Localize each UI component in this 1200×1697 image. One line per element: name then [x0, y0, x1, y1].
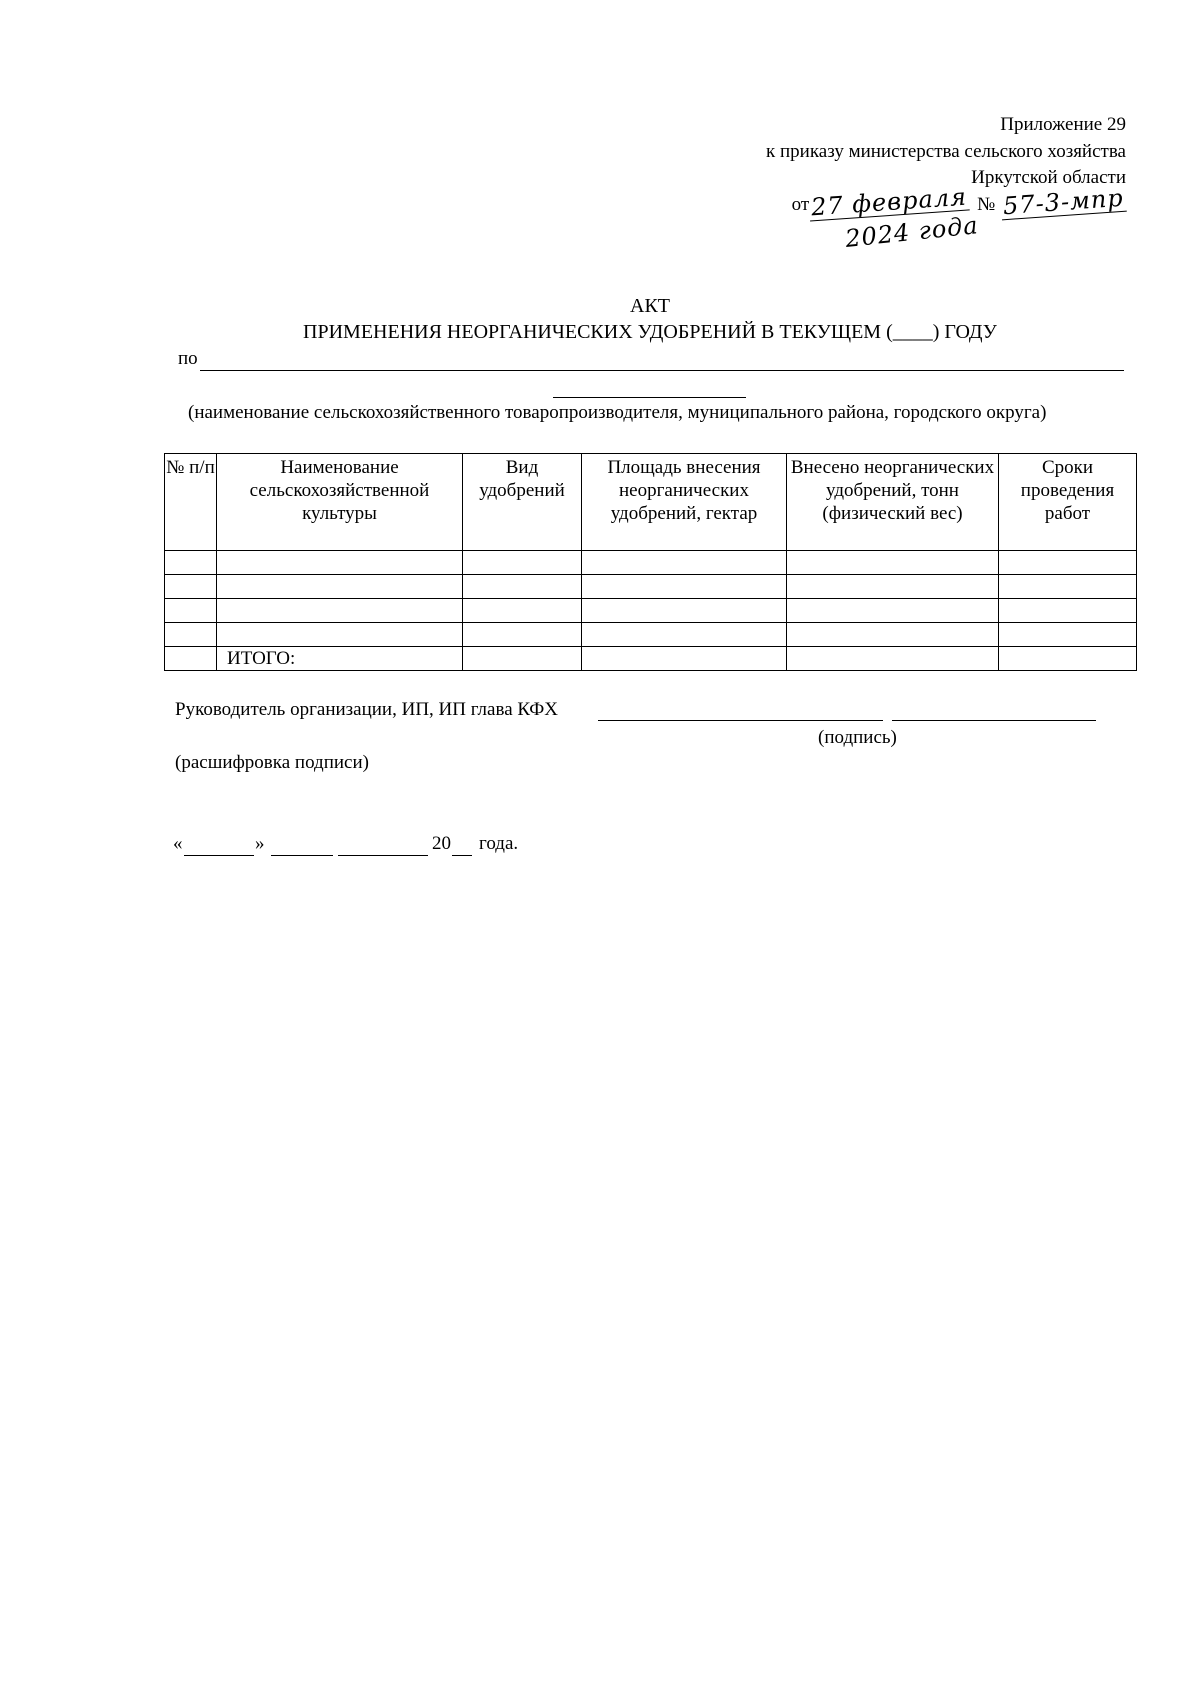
signature-decoding-line [892, 720, 1096, 721]
table-cell[interactable] [463, 575, 582, 599]
month-blank-line-1 [271, 855, 333, 856]
order-reference: к приказу министерства сельского хозяйства [766, 141, 1126, 162]
column-header-number: № п/п [165, 454, 217, 551]
table-cell[interactable] [787, 623, 999, 647]
table-cell [165, 647, 217, 671]
table-cell[interactable] [582, 623, 787, 647]
table-cell[interactable] [999, 551, 1137, 575]
table-cell[interactable] [787, 575, 999, 599]
table-cell[interactable] [217, 623, 463, 647]
table-cell[interactable] [217, 599, 463, 623]
date-prefix: от [791, 194, 810, 215]
table-cell[interactable] [463, 551, 582, 575]
total-cell[interactable] [582, 647, 787, 671]
table-cell[interactable] [217, 551, 463, 575]
table-cell[interactable] [165, 623, 217, 647]
table-cell[interactable] [582, 599, 787, 623]
table-cell[interactable] [999, 599, 1137, 623]
table-header-row [165, 454, 1137, 551]
appendix-number: Приложение 29 [1000, 114, 1126, 135]
decoding-caption: (расшифровка подписи) [175, 752, 369, 773]
date-close-quote: » [255, 833, 265, 854]
year-blank-line [452, 855, 472, 856]
date-century: 20 [432, 833, 451, 854]
fertilizer-table [164, 453, 1137, 671]
order-date-row [791, 182, 1126, 222]
handwritten-date: 27 февраля [810, 182, 968, 222]
handwritten-order-number: 57-3-мпр [1002, 183, 1125, 221]
signature-caption: (подпись) [818, 727, 897, 748]
number-sign: № [977, 194, 996, 215]
po-label: по [178, 348, 198, 369]
table-total-row [165, 647, 1137, 671]
table-cell[interactable] [787, 599, 999, 623]
total-cell[interactable] [463, 647, 582, 671]
table-row [165, 575, 1137, 599]
document-title: АКТ [630, 295, 670, 317]
table-cell[interactable] [787, 551, 999, 575]
table-row [165, 623, 1137, 647]
producer-name-line [200, 370, 1124, 371]
table-row [165, 599, 1137, 623]
signature-line [598, 720, 883, 721]
table-cell[interactable] [463, 623, 582, 647]
total-cell[interactable] [999, 647, 1137, 671]
producer-caption: (наименование сельскохозяйственного товаропроизводителя, муниципального района, городского округа) [188, 402, 1047, 423]
date-open-quote: « [173, 833, 183, 854]
table-cell[interactable] [165, 575, 217, 599]
table-row [165, 551, 1137, 575]
table-cell[interactable] [582, 575, 787, 599]
table-cell[interactable] [165, 599, 217, 623]
producer-name-line-continued [553, 397, 746, 398]
total-label: ИТОГО: [217, 647, 463, 671]
document-subtitle: ПРИМЕНЕНИЯ НЕОРГАНИЧЕСКИХ УДОБРЕНИЙ В ТЕКУЩЕМ (____) ГОДУ [303, 321, 997, 343]
table-cell[interactable] [999, 623, 1137, 647]
table-cell[interactable] [165, 551, 217, 575]
column-header-crop: Наименование сельскохозяйственной культуры [217, 454, 463, 551]
total-cell[interactable] [787, 647, 999, 671]
column-header-fertilizer-type: Вид удобрений [463, 454, 582, 551]
day-blank-line [184, 855, 254, 856]
handwritten-year: 2024 года [843, 211, 980, 253]
table-cell[interactable] [582, 551, 787, 575]
date-suffix: года. [479, 833, 519, 854]
column-header-applied-tons: Внесено неорганических удобрений, тонн (физический вес) [787, 454, 999, 551]
month-blank-line-2 [338, 855, 428, 856]
signatory-label: Руководитель организации, ИП, ИП глава КФХ [175, 699, 558, 720]
column-header-area: Площадь внесения неорганических удобрений, гектар [582, 454, 787, 551]
column-header-work-dates: Сроки проведения работ [999, 454, 1137, 551]
table-cell[interactable] [217, 575, 463, 599]
table-cell[interactable] [463, 599, 582, 623]
table-cell[interactable] [999, 575, 1137, 599]
region-name: Иркутской области [971, 167, 1126, 188]
